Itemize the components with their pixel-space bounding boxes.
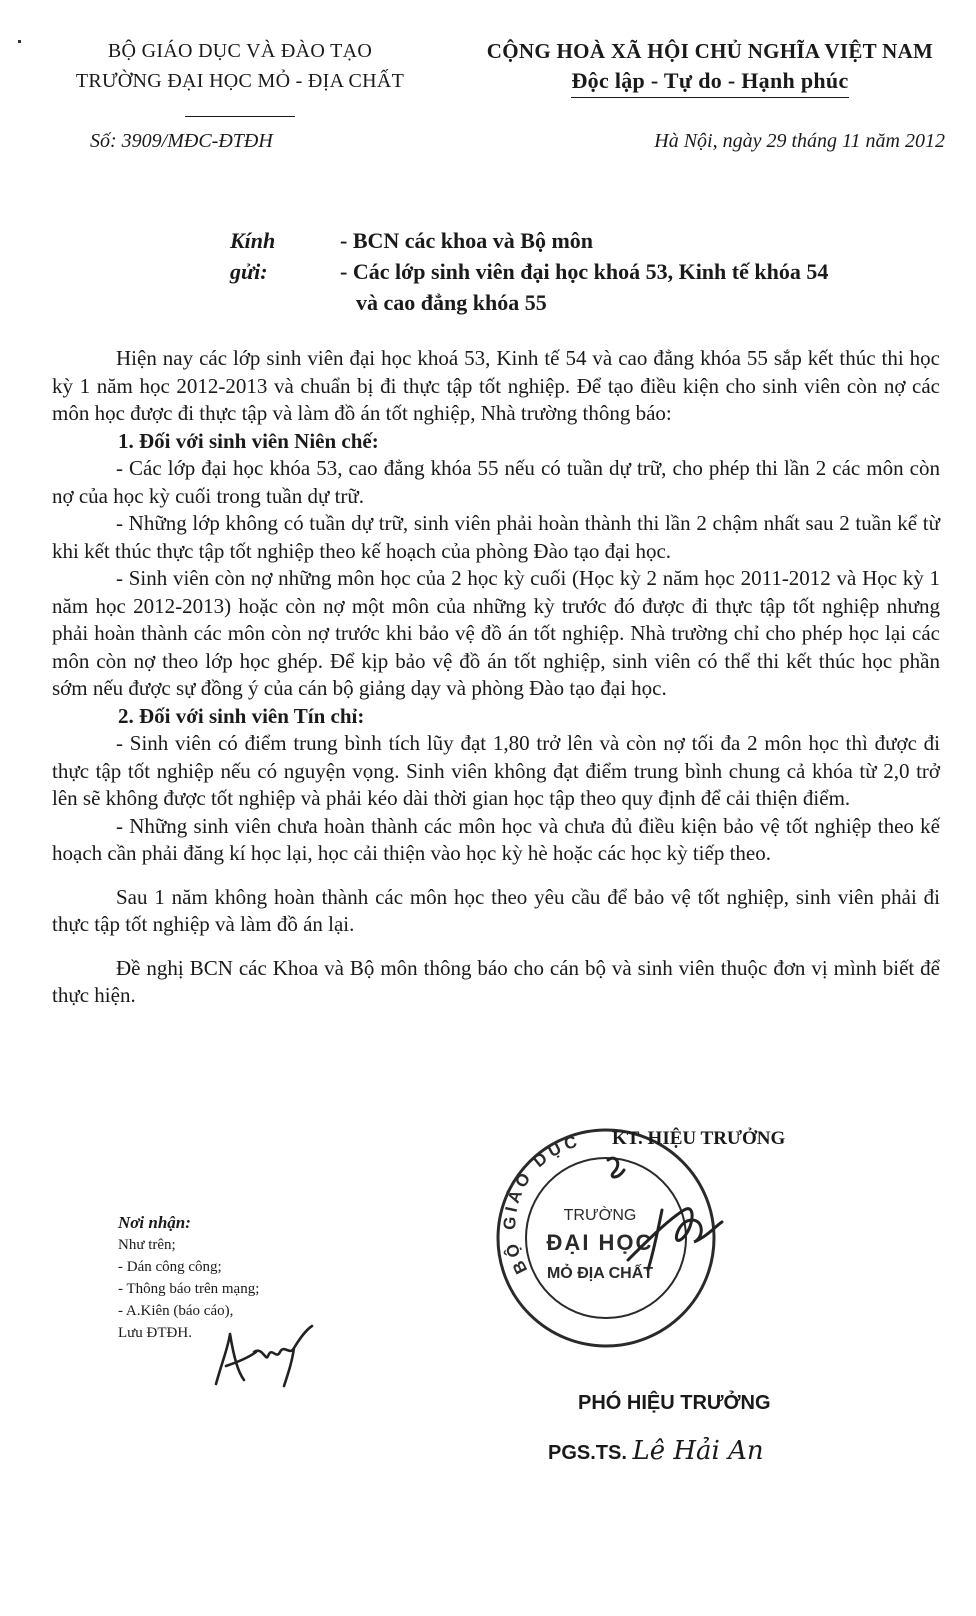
section-2-item: - Sinh viên có điểm trung bình tích lũy đạt 1,80 trở lên và còn nợ tối đa 2 môn học thì được đi thực tập tốt nghiệp nếu có nguyện vọng. Sinh viên không đạt điểm trung bình chung cả khóa từ 2,0 trở lên sẽ không được tốt nghiệp và phải kéo dài thời gian học tập theo quy định để cải thiện điểm. bbox=[52, 731, 940, 810]
signature-title: KT. HIỆU TRƯỞNG bbox=[612, 1128, 786, 1149]
header-left bbox=[40, 36, 440, 126]
recipients-footer-item: - Dán công công; bbox=[118, 1259, 222, 1275]
section-2-item: - Những sinh viên chưa hoàn thành các môn học và chưa đủ điều kiện bảo vệ tốt nghiệp theo kế hoạch cần phải đăng kí học lại, học cải thiện vào học kỳ hè hoặc các học kỳ tiếp theo. bbox=[52, 813, 940, 865]
consequence-paragraph: Sau 1 năm không hoàn thành các môn học theo yêu cầu để bảo vệ tốt nghiệp, sinh viên phải đi thực tập tốt nghiệp và làm đồ án lại. bbox=[52, 884, 940, 936]
section-1-title: 1. Đối với sinh viên Niên chế: bbox=[118, 428, 379, 453]
recipient-item: - Các lớp sinh viên đại học khoá 53, Kinh tế khóa 54 bbox=[340, 259, 829, 284]
section-1-item: - Những lớp không có tuần dự trữ, sinh viên phải hoàn thành thi lần 2 chậm nhất sau 2 tuần kể từ khi kết thúc thực tập tốt nghiệp theo kế hoạch của phòng Đào tạo đại học. bbox=[52, 511, 940, 563]
svg-text:BỘ GIÁO DỤC: BỘ GIÁO DỤC bbox=[499, 1130, 583, 1277]
handwritten-signature bbox=[588, 1150, 728, 1280]
svg-text:MỎ ĐỊA CHẤT: MỎ ĐỊA CHẤT bbox=[546, 1265, 654, 1282]
header-right bbox=[470, 36, 950, 98]
document-date: Hà Nội, ngày 29 tháng 11 năm 2012 bbox=[654, 130, 945, 152]
recipient-item: - BCN các khoa và Bộ môn bbox=[340, 228, 594, 253]
recipients-footer-item: - Thông báo trên mạng; bbox=[118, 1281, 260, 1297]
signer-degree: PGS.TS. bbox=[548, 1442, 627, 1464]
document-number: Số: 3909/MĐC-ĐTĐH bbox=[90, 130, 273, 152]
recipients-footer-item: Lưu ĐTĐH. bbox=[118, 1325, 192, 1341]
signer-role: PHÓ HIỆU TRƯỞNG bbox=[578, 1392, 771, 1414]
school-name: TRƯỜNG ĐẠI HỌC MỎ - ĐỊA CHẤT bbox=[75, 70, 405, 92]
country-name: CỘNG HOÀ XÃ HỘI CHỦ NGHĨA VIỆT NAM bbox=[486, 39, 934, 63]
recipients-footer-item: Như trên; bbox=[118, 1237, 176, 1253]
document-body bbox=[52, 345, 940, 1010]
scan-speck bbox=[18, 40, 21, 43]
signer-name bbox=[548, 1436, 764, 1466]
ministry-name: BỘ GIÁO DỤC VÀ ĐÀO TẠO bbox=[107, 40, 373, 62]
recipients-label: Kính gửi: bbox=[230, 228, 276, 284]
intro-paragraph: Hiện nay các lớp sinh viên đại học khoá 53, Kinh tế 54 và cao đẳng khóa 55 sắp kết thúc thi học kỳ 1 năm học 2012-2013 và chuẩn bị đi thực tập tốt nghiệp. Để tạo điều kiện cho sinh viên còn nợ các môn học được đi thực tập và làm đồ án tốt nghiệp, Nhà trường thông báo: bbox=[52, 346, 940, 425]
national-motto: Độc lập - Tự do - Hạnh phúc bbox=[571, 66, 848, 98]
signer-full-name: Lê Hải An bbox=[632, 1436, 764, 1466]
request-paragraph: Đề nghị BCN các Khoa và Bộ môn thông báo cho cán bộ và sinh viên thuộc đơn vị mình biết để thực hiện. bbox=[52, 955, 940, 1007]
svg-text:ĐẠI HỌC: ĐẠI HỌC bbox=[546, 1230, 654, 1255]
recipients-footer-title: Nơi nhận: bbox=[118, 1213, 191, 1232]
recipient-item: và cao đẳng khóa 55 bbox=[356, 290, 547, 315]
recipients-list bbox=[340, 225, 940, 318]
section-1-item: - Sinh viên còn nợ những môn học của 2 học kỳ cuối (Học kỳ 2 năm học 2011-2012 và Học kỳ 1 năm học 2012-2013) hoặc còn nợ một môn của những kỳ trước đó được đi thực tập tốt nghiệp nhưng phải hoàn thành các môn còn nợ trước khi bảo vệ đồ án tốt nghiệp. Nhà trường chỉ cho phép học lại các môn còn nợ theo lớp học ghép. Để kịp bảo vệ đồ án tốt nghiệp, sinh viên có thể thi kết thúc học phần sớm nếu được sự đồng ý của cán bộ giảng dạy và phòng Đào tạo đại học. bbox=[52, 566, 940, 700]
section-1-item: - Các lớp đại học khóa 53, cao đẳng khóa 55 nếu có tuần dự trữ, cho phép thi lần 2 các môn còn nợ của học kỳ cuối trong tuần dự trữ. bbox=[52, 456, 940, 508]
svg-text:TRƯỜNG: TRƯỜNG bbox=[563, 1207, 637, 1224]
section-2-title: 2. Đối với sinh viên Tín chỉ: bbox=[118, 703, 365, 728]
initials-signature bbox=[208, 1322, 318, 1392]
recipients-footer-item: - A.Kiên (báo cáo), bbox=[118, 1303, 234, 1319]
header-left-underline bbox=[185, 115, 295, 117]
